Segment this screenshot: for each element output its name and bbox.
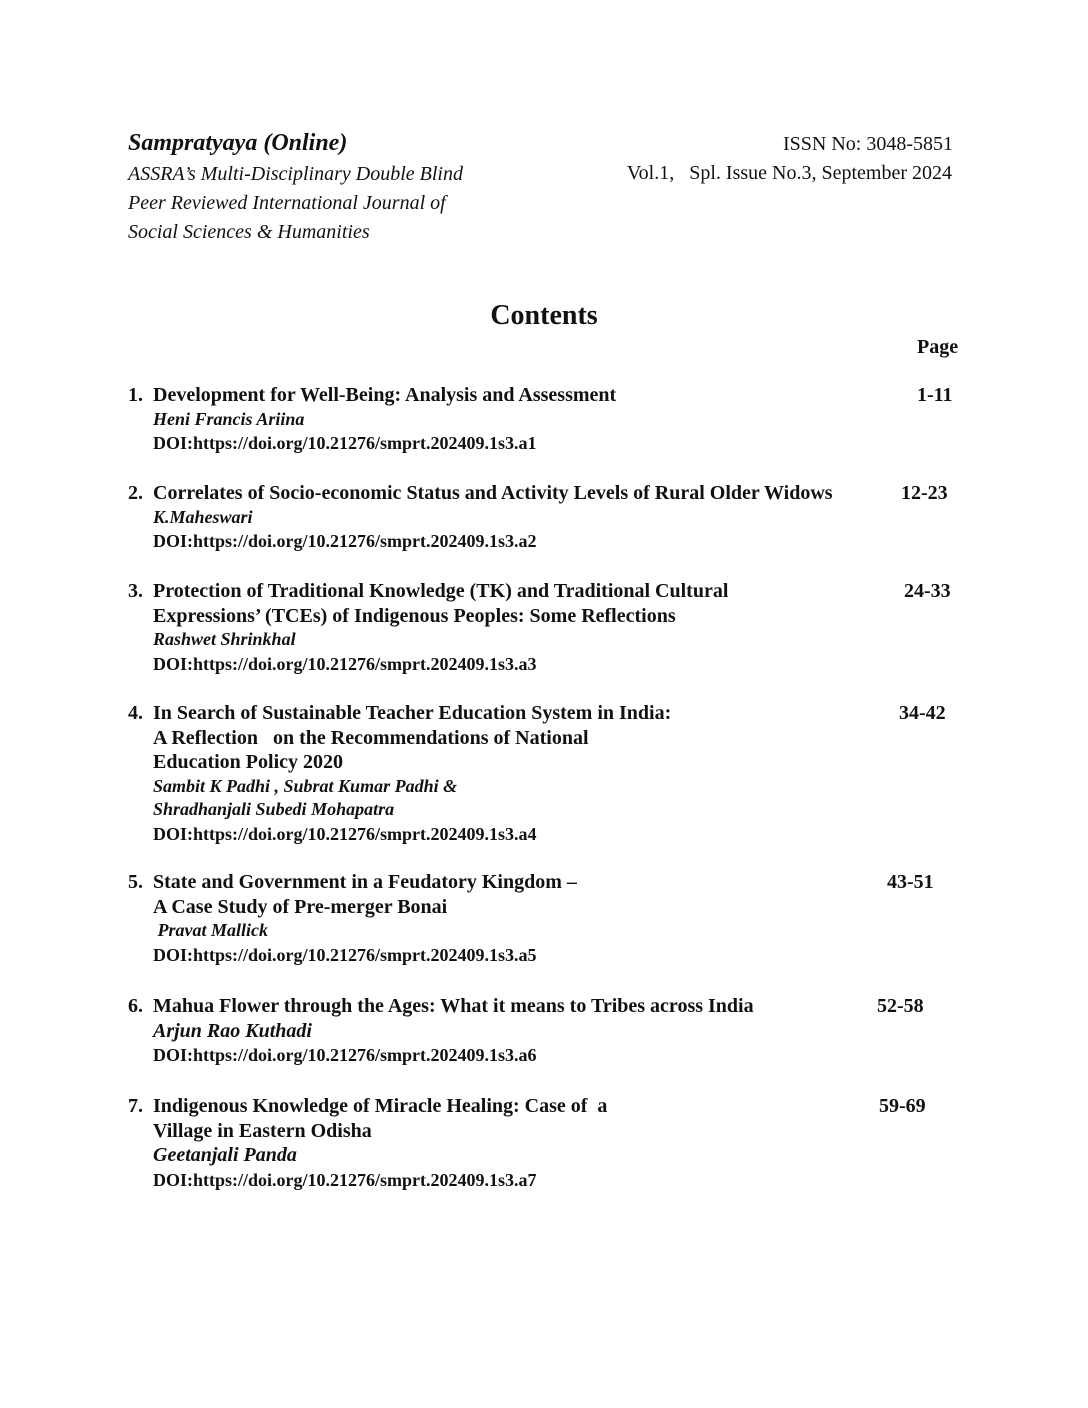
entry-title: Correlates of Socio-economic Status and Activity Levels of Rural Older Widows (153, 482, 833, 504)
entry-body (153, 579, 728, 676)
entry-title: A Reflection on the Recommendations of National (153, 726, 589, 749)
entry-body (153, 1094, 607, 1192)
entry-doi: DOI:https://doi.org/10.21276/smprt.202409.1s3.a3 (153, 653, 537, 674)
journal-subtitle-line: ASSRA’s Multi-Disciplinary Double Blind (128, 163, 463, 185)
entry-body (153, 994, 754, 1067)
entry-title: State and Government in a Feudatory Kingdom – (153, 871, 577, 893)
entry-title: Village in Eastern Odisha (153, 1119, 372, 1142)
contents-heading: Contents (490, 300, 598, 331)
entry-title: In Search of Sustainable Teacher Education System in India: (153, 702, 672, 724)
entry-number: 5. (128, 871, 143, 893)
entry-number: 3. (128, 580, 143, 602)
journal-subtitle (128, 160, 463, 247)
entry-number: 7. (128, 1095, 143, 1117)
entry-pages: 43-51 (887, 871, 934, 893)
entry-author: Shradhanjali Subedi Mohapatra (153, 799, 395, 819)
entry-title: Indigenous Knowledge of Miracle Healing: Case of a (153, 1095, 608, 1117)
journal-title: Sampratyaya (Online) (128, 130, 348, 156)
entry-body (153, 383, 616, 455)
entry-title: Mahua Flower through the Ages: What it means to Tribes across India (153, 995, 754, 1017)
entry-pages: 12-23 (901, 482, 948, 504)
entry-number: 4. (128, 702, 143, 724)
journal-subtitle-line: Social Sciences & Humanities (128, 221, 370, 243)
entry-doi: DOI:https://doi.org/10.21276/smprt.202409.1s3.a6 (153, 1045, 537, 1065)
journal-subtitle-line: Peer Reviewed International Journal of (128, 192, 446, 214)
entry-author: Rashwet Shrinkhal (153, 629, 296, 649)
volume-issue: Vol.1, Spl. Issue No.3, September 2024 (626, 162, 952, 184)
entry-body (153, 870, 577, 967)
issn-number: ISSN No: 3048-5851 (782, 133, 953, 155)
entry-doi: DOI:https://doi.org/10.21276/smprt.202409.1s3.a5 (153, 944, 537, 965)
entry-author: Arjun Rao Kuthadi (153, 1019, 312, 1042)
entry-number: 1. (128, 384, 143, 406)
entry-pages: 59-69 (879, 1095, 926, 1117)
entry-author: Geetanjali Panda (153, 1144, 297, 1166)
entry-doi: DOI:https://doi.org/10.21276/smprt.202409.1s3.a1 (153, 433, 537, 453)
entry-doi: DOI:https://doi.org/10.21276/smprt.202409.1s3.a2 (153, 531, 537, 551)
entry-author: Pravat Mallick (153, 920, 268, 940)
page-column-label: Page (917, 336, 959, 358)
entry-title: Education Policy 2020 (153, 751, 344, 773)
entry-pages: 34-42 (899, 702, 946, 724)
entry-title: Development for Well-Being: Analysis and Assessment (153, 384, 617, 406)
entry-title: Protection of Traditional Knowledge (TK) and Traditional Cultural (153, 580, 729, 602)
entry-doi: DOI:https://doi.org/10.21276/smprt.202409.1s3.a4 (153, 823, 537, 844)
entry-body (153, 481, 833, 553)
entry-number: 6. (128, 995, 143, 1017)
entry-pages: 1-11 (917, 384, 953, 406)
entry-author: Heni Francis Ariina (153, 408, 305, 429)
entry-doi: DOI:https://doi.org/10.21276/smprt.202409.1s3.a7 (153, 1169, 537, 1190)
entry-number: 2. (128, 482, 143, 504)
entry-title: A Case Study of Pre-merger Bonai (153, 895, 448, 918)
entry-title: Expressions’ (TCEs) of Indigenous Peoples: Some Reflections (153, 604, 676, 627)
entry-author: K.Maheswari (153, 506, 253, 527)
entry-pages: 52-58 (877, 995, 924, 1017)
entry-author: Sambit K Padhi , Subrat Kumar Padhi & (153, 775, 458, 796)
entry-body (153, 701, 671, 846)
entry-pages: 24-33 (904, 580, 951, 602)
